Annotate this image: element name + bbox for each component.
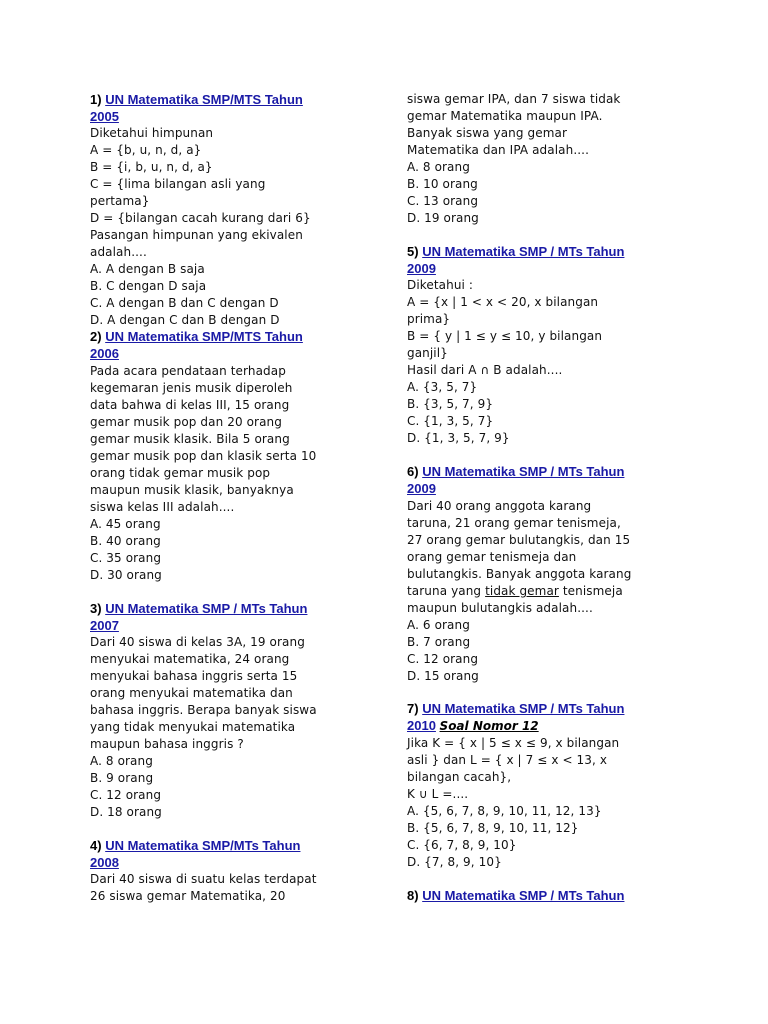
q4-option-b: B. 10 orang (407, 177, 478, 191)
q6-line: orang gemar tenismeja dan (407, 550, 577, 564)
q5-option-c: C. {1, 3, 5, 7} (407, 414, 494, 428)
q1-number: 1) (90, 92, 102, 107)
q6-number: 6) (407, 464, 419, 479)
q7-line: asli } dan L = { x | 7 ≤ x < 13, x (407, 753, 608, 767)
q7-number: 7) (407, 701, 419, 716)
q1-line: Diketahui himpunan (90, 126, 214, 140)
q1-option-a: A. A dengan B saja (90, 262, 205, 276)
q7-line: Jika K = { x | 5 ≤ x ≤ 9, x bilangan (407, 736, 620, 750)
q3-line: bahasa inggris. Berapa banyak siswa (90, 703, 317, 717)
q2-line: gemar musik pop dan klasik serta 10 (90, 449, 317, 463)
q3-line: orang menyukai matematika dan (90, 686, 293, 700)
q6-year-link[interactable]: 2009 (407, 481, 436, 496)
q1-line: pertama} (90, 194, 150, 208)
q5-line: Diketahui : (407, 278, 474, 292)
q2-option-c: C. 35 orang (90, 551, 162, 565)
q2-option-d: D. 30 orang (90, 568, 162, 582)
q7-soal-label: Soal Nomor 12 (439, 719, 539, 733)
q4-heading-year (90, 854, 119, 871)
q4-title-link[interactable]: UN Matematika SMP/MTs Tahun (105, 838, 301, 853)
q6-title-link[interactable]: UN Matematika SMP / MTs Tahun (422, 464, 625, 479)
q4-line: gemar Matematika maupun IPA. (407, 109, 603, 123)
q3-title-link[interactable]: UN Matematika SMP / MTs Tahun (105, 601, 308, 616)
q7-line: bilangan cacah}, (407, 770, 512, 784)
q4-line: Matematika dan IPA adalah.... (407, 143, 589, 157)
q6-line: 27 orang gemar bulutangkis, dan 15 (407, 533, 631, 547)
q7-option-c: C. {6, 7, 8, 9, 10} (407, 838, 517, 852)
q2-heading (90, 328, 303, 345)
q7-line: K ∪ L =.... (407, 787, 469, 801)
q3-line: Dari 40 siswa di kelas 3A, 19 orang (90, 635, 305, 649)
q1-line: D = {bilangan cacah kurang dari 6} (90, 211, 311, 225)
q7-title-link[interactable]: UN Matematika SMP / MTs Tahun (422, 701, 625, 716)
q6-option-d: D. 15 orang (407, 669, 479, 683)
q6-line: maupun bulutangkis adalah.... (407, 601, 593, 615)
q4-line: 26 siswa gemar Matematika, 20 (90, 889, 286, 903)
q1-option-d: D. A dengan C dan B dengan D (90, 313, 280, 327)
q8-title-link[interactable]: UN Matematika SMP / MTs Tahun (422, 888, 625, 903)
q3-option-c: C. 12 orang (90, 788, 162, 802)
q2-line: gemar musik pop dan 20 orang (90, 415, 282, 429)
q1-line: Pasangan himpunan yang ekivalen (90, 228, 303, 242)
q3-line: menyukai bahasa inggris serta 15 (90, 669, 298, 683)
q2-line: orang tidak gemar musik pop (90, 466, 271, 480)
q2-line: siswa kelas III adalah.... (90, 500, 235, 514)
q2-heading-year (90, 345, 119, 362)
q5-option-b: B. {3, 5, 7, 9} (407, 397, 494, 411)
q6-line-pre: taruna yang (407, 584, 486, 598)
q7-option-d: D. {7, 8, 9, 10} (407, 855, 502, 869)
q4-line: siswa gemar IPA, dan 7 siswa tidak (407, 92, 621, 106)
q6-option-c: C. 12 orang (407, 652, 479, 666)
q3-option-b: B. 9 orang (90, 771, 154, 785)
q7-option-a: A. {5, 6, 7, 8, 9, 10, 11, 12, 13} (407, 804, 602, 818)
q6-heading (407, 463, 624, 480)
q5-heading-year (407, 260, 436, 277)
q2-line: kegemaran jenis musik diperoleh (90, 381, 293, 395)
q6-line-underlined (407, 583, 623, 600)
q1-heading-year (90, 108, 119, 125)
q7-heading-year (407, 717, 539, 735)
q3-line: maupun bahasa inggris ? (90, 737, 244, 751)
q4-option-a: A. 8 orang (407, 160, 470, 174)
q7-option-b: B. {5, 6, 7, 8, 9, 10, 11, 12} (407, 821, 579, 835)
q5-line: prima} (407, 312, 451, 326)
q6-underlined-text: tidak gemar (485, 584, 559, 598)
q1-option-b: B. C dengan D saja (90, 279, 207, 293)
q2-year-link[interactable]: 2006 (90, 346, 119, 361)
q1-line: C = {lima bilangan asli yang (90, 177, 266, 191)
q5-line: Hasil dari A ∩ B adalah.... (407, 363, 563, 377)
q5-line: B = { y | 1 ≤ y ≤ 10, y bilangan (407, 329, 603, 343)
q5-line: ganjil} (407, 346, 448, 360)
q1-line: adalah.... (90, 245, 147, 259)
q1-heading (90, 91, 303, 108)
q1-year-link[interactable]: 2005 (90, 109, 119, 124)
q6-option-a: A. 6 orang (407, 618, 470, 632)
q3-option-d: D. 18 orang (90, 805, 162, 819)
q6-heading-year (407, 480, 436, 497)
q4-heading (90, 837, 300, 854)
q3-heading (90, 600, 307, 617)
q3-line: yang tidak menyukai matematika (90, 720, 296, 734)
q5-heading (407, 243, 624, 260)
q5-number: 5) (407, 244, 419, 259)
q2-title-link[interactable]: UN Matematika SMP/MTS Tahun (105, 329, 303, 344)
q3-heading-year (90, 617, 119, 634)
q4-number: 4) (90, 838, 102, 853)
q1-option-c: C. A dengan B dan C dengan D (90, 296, 279, 310)
q2-option-a: A. 45 orang (90, 517, 161, 531)
q6-line: bulutangkis. Banyak anggota karang (407, 567, 632, 581)
q5-title-link[interactable]: UN Matematika SMP / MTs Tahun (422, 244, 625, 259)
q8-number: 8) (407, 888, 419, 903)
q4-line: Dari 40 siswa di suatu kelas terdapat (90, 872, 317, 886)
q6-line: taruna, 21 orang gemar tenismeja, (407, 516, 621, 530)
q5-option-a: A. {3, 5, 7} (407, 380, 478, 394)
q2-line: gemar musik klasik. Bila 5 orang (90, 432, 290, 446)
q7-heading (407, 700, 624, 717)
q1-line: A = {b, u, n, d, a} (90, 143, 202, 157)
q3-number: 3) (90, 601, 102, 616)
q2-number: 2) (90, 329, 102, 344)
q5-year-link[interactable]: 2009 (407, 261, 436, 276)
q5-option-d: D. {1, 3, 5, 7, 9} (407, 431, 510, 445)
q6-line: Dari 40 orang anggota karang (407, 499, 592, 513)
q2-line: data bahwa di kelas III, 15 orang (90, 398, 290, 412)
q3-year-link[interactable]: 2007 (90, 618, 119, 633)
q3-line: menyukai matematika, 24 orang (90, 652, 290, 666)
q5-line: A = {x | 1 < x < 20, x bilangan (407, 295, 599, 309)
q6-option-b: B. 7 orang (407, 635, 471, 649)
q2-line: maupun musik klasik, banyaknya (90, 483, 294, 497)
q4-option-c: C. 13 orang (407, 194, 479, 208)
q2-option-b: B. 40 orang (90, 534, 161, 548)
q7-year-link[interactable]: 2010 (407, 718, 436, 733)
q2-line: Pada acara pendataan terhadap (90, 364, 286, 378)
q1-title-link[interactable]: UN Matematika SMP/MTS Tahun (105, 92, 303, 107)
q4-year-link[interactable]: 2008 (90, 855, 119, 870)
q8-heading (407, 887, 624, 904)
q3-option-a: A. 8 orang (90, 754, 153, 768)
q6-line-post: tenismeja (558, 584, 623, 598)
q1-line: B = {i, b, u, n, d, a} (90, 160, 213, 174)
q4-line: Banyak siswa yang gemar (407, 126, 567, 140)
q4-option-d: D. 19 orang (407, 211, 479, 225)
